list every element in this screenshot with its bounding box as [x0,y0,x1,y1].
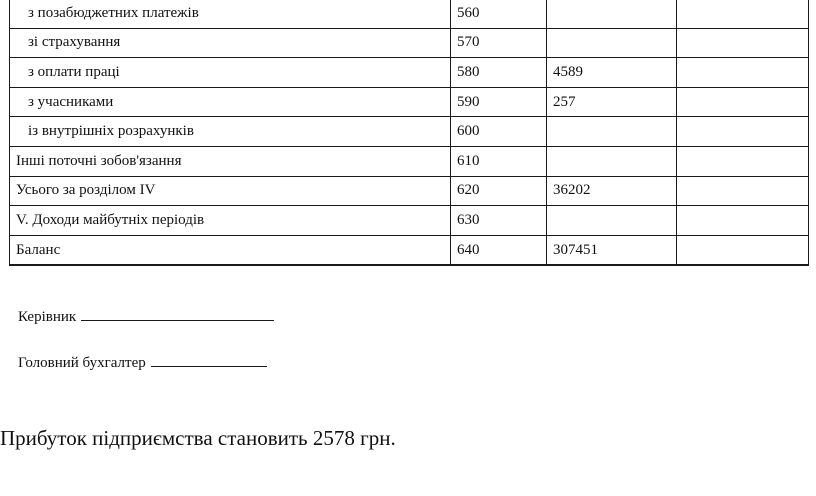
row-code-cell: 590 [451,87,547,117]
row-end-value-cell [677,117,809,147]
row-code-cell: 600 [451,117,547,147]
row-start-value-cell [547,0,677,28]
row-start-value-cell: 257 [547,87,677,117]
row-end-value-cell [677,176,809,206]
table-row [10,58,809,88]
row-end-value-cell [677,235,809,265]
row-start-value-cell: 4589 [547,58,677,88]
row-code-cell: 560 [451,0,547,28]
row-name-cell: зі страхування [10,28,451,58]
row-name-cell: Усього за розділом IV [10,176,451,206]
table-row [10,235,809,265]
row-name-cell: з позабюджетних платежів [10,0,451,28]
table-row [10,117,809,147]
table-row [10,0,809,28]
row-code-cell: 630 [451,206,547,236]
row-name-cell: V. Доходи майбутніх періодів [10,206,451,236]
accountant-signature-line [18,352,267,372]
row-code-cell: 640 [451,235,547,265]
row-name-cell: з оплати праці [10,58,451,88]
row-start-value-cell [547,117,677,147]
row-start-value-cell: 36202 [547,176,677,206]
row-start-value-cell: 307451 [547,235,677,265]
row-start-value-cell [547,206,677,236]
accountant-signature-label: Головний бухгалтер [18,355,146,371]
profit-statement: Прибуток підприємства становить 2578 грн. [0,426,396,450]
row-end-value-cell [677,0,809,28]
table-row [10,28,809,58]
table-row [10,146,809,176]
row-end-value-cell [677,206,809,236]
accountant-signature-blank [151,352,267,367]
table-row [10,206,809,236]
table-row [10,87,809,117]
row-code-cell: 570 [451,28,547,58]
row-end-value-cell [677,87,809,117]
row-name-cell: Інші поточні зобов'язання [10,146,451,176]
row-name-cell: з учасниками [10,87,451,117]
table-row [10,176,809,206]
ceo-signature-line [18,306,274,326]
balance-table [9,0,809,266]
row-code-cell: 620 [451,176,547,206]
row-end-value-cell [677,58,809,88]
row-end-value-cell [677,28,809,58]
row-code-cell: 580 [451,58,547,88]
row-start-value-cell [547,28,677,58]
row-name-cell: Баланс [10,235,451,265]
row-start-value-cell [547,146,677,176]
row-name-cell: із внутрішніх розрахунків [10,117,451,147]
ceo-signature-blank [81,306,274,321]
balance-table-body [10,0,809,265]
row-code-cell: 610 [451,146,547,176]
ceo-signature-label: Керівник [18,309,77,325]
row-end-value-cell [677,146,809,176]
